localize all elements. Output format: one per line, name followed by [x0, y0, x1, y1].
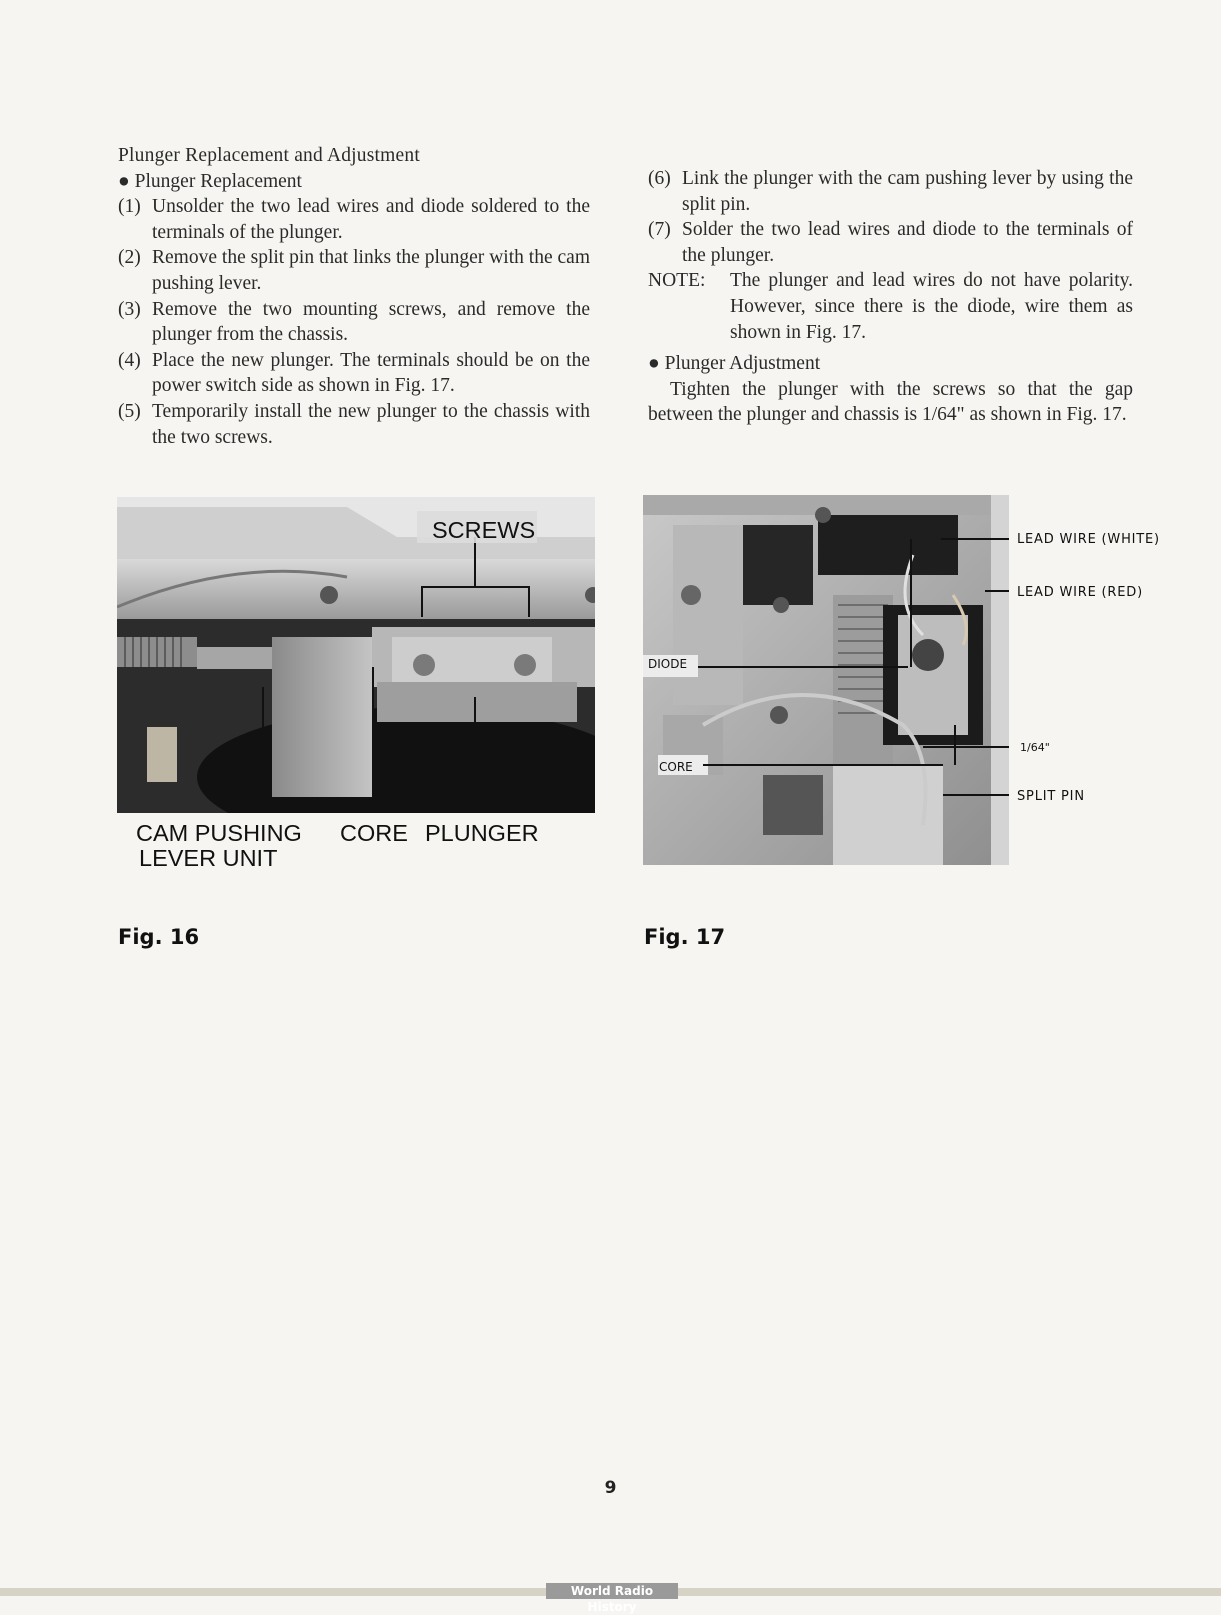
fig16-photo: [117, 497, 595, 813]
step-text: Place the new plunger. The terminals should be on the power switch side as shown in Fig. 17.: [152, 349, 590, 397]
step-number: (1): [118, 196, 141, 218]
step-text: Solder the two lead wires and diode to the terminals of the plunger.: [682, 219, 1133, 266]
step-6: [648, 166, 1133, 217]
step-number: (6): [648, 168, 671, 189]
step-3: [118, 297, 590, 348]
fig16-label-cam-1: CAM PUSHING: [136, 820, 302, 846]
section-heading: Plunger Replacement and Adjustment: [118, 145, 420, 166]
left-column: [118, 143, 590, 450]
fig17-label-lead-red: LEAD WIRE (RED): [1017, 585, 1143, 600]
step-number: (3): [118, 298, 141, 320]
step-7: [648, 217, 1133, 268]
step-text: Remove the split pin that links the plunger with the cam pushing lever.: [152, 247, 590, 294]
fig17-label-diode: DIODE: [648, 657, 688, 671]
note-text: The plunger and lead wires do not have polarity. However, since there is the diode, wire them as shown in Fig. 17.: [730, 270, 1133, 343]
fig17-label-split-pin: SPLIT PIN: [1017, 789, 1085, 804]
fig17-label-lead-white: LEAD WIRE (WHITE): [1017, 532, 1160, 547]
fig16-label-screws: SCREWS: [432, 517, 536, 543]
note-label: NOTE:: [648, 270, 706, 292]
step-number: (2): [118, 247, 141, 269]
note: [648, 268, 1133, 345]
step-number: (4): [118, 349, 141, 371]
fig17-caption: Fig. 17: [644, 925, 726, 949]
step-text: Link the plunger with the cam pushing lever by using the split pin.: [682, 168, 1133, 215]
page-number: 9: [604, 1478, 617, 1498]
fig17-label-gap: 1/64": [1020, 741, 1050, 754]
subheading-adjustment: ● Plunger Adjustment: [648, 353, 821, 375]
watermark: World Radio History: [546, 1583, 678, 1599]
step-number: (5): [118, 400, 141, 422]
fig16-label-plunger: PLUNGER: [425, 820, 539, 846]
step-5: [118, 399, 590, 450]
step-text: Unsolder the two lead wires and diode soldered to the terminals of the plunger.: [152, 196, 590, 243]
adjustment-paragraph: Tighten the plunger with the screws so that the gap between the plunger and chassis is 1/64" as shown in Fig. 17.: [648, 378, 1133, 426]
fig17-photo: [643, 495, 1009, 865]
subheading-replacement: ● Plunger Replacement: [118, 170, 302, 192]
step-text: Temporarily install the new plunger to the chassis with the two screws.: [152, 400, 590, 448]
fig16-label-cam-2: LEVER UNIT: [139, 845, 278, 871]
step-4: [118, 348, 590, 399]
fig17-label-core: CORE: [659, 760, 693, 774]
step-1: [118, 194, 590, 245]
right-column: [648, 166, 1133, 428]
fig16-caption: Fig. 16: [118, 925, 200, 949]
fig16-label-core: CORE: [340, 820, 408, 846]
step-2: [118, 245, 590, 296]
step-number: (7): [648, 219, 671, 241]
step-text: Remove the two mounting screws, and remove the plunger from the chassis.: [152, 298, 590, 346]
